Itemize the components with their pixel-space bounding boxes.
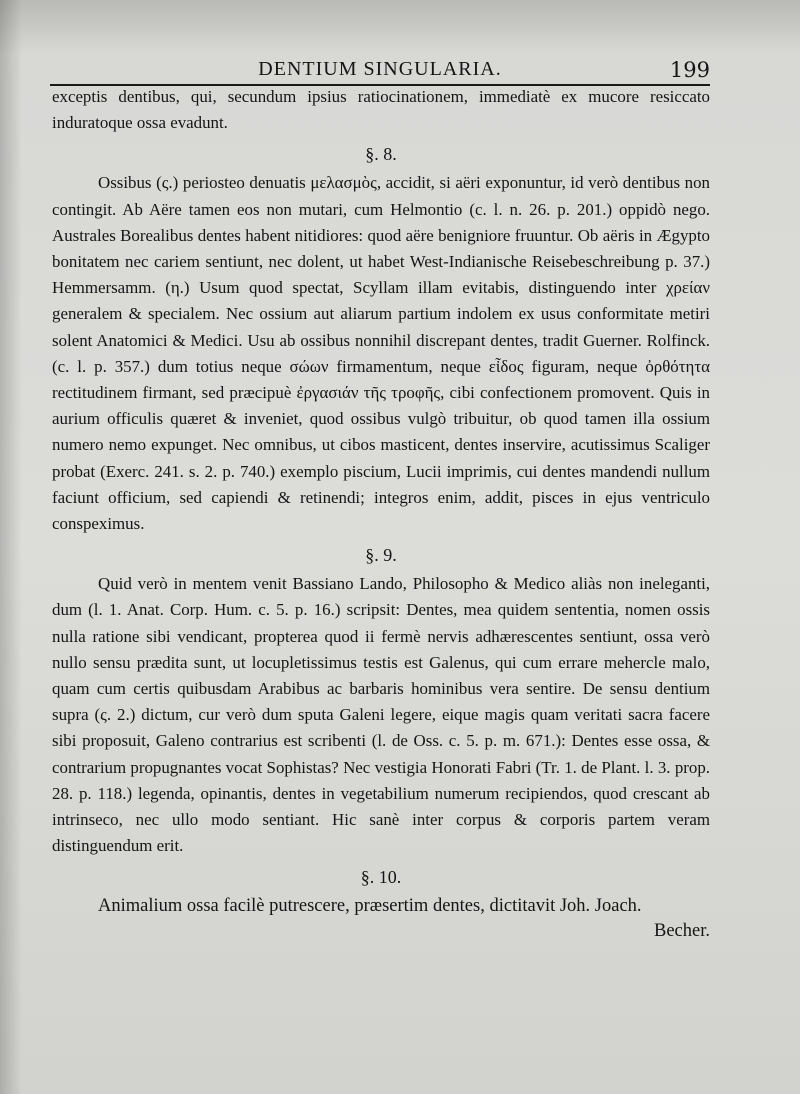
page-body	[52, 84, 710, 944]
section-heading-8: §. 8.	[365, 144, 397, 165]
section-heading-9: §. 9.	[365, 545, 397, 566]
page-number: 199	[669, 58, 710, 82]
section-heading-10: §. 10.	[360, 867, 402, 888]
paragraph-section-8: Ossibus (ς.) periosteo denuatis μελασμὸς, accidit, si aëri exponuntur, id verò dentibus non contingit. Ab Aëre tamen eos non mutari, cum Helmontio (c. l. n. 26. p. 201.) oppidò nego. Australes Borealibus dentes habent nitidiores: quod aëre benigniore fruuntur. Ob aëris in Ægypto bonitatem nec cariem sentiunt, nec dolent, ut habet West-Indianische Reisebeschreibung p. 37.) Hemmersamm. (η.) Usum quod spectat, Scyllam illam evitabis, distinguendo inter χρείαν generalem & specialem. Nec ossium aut aliarum partium indolem ex usus conformitate metiri solent Anatomici & Medici. Usu ab ossibus nonnihil discrepant dentes, tradit Guerner. Rolfinck. (c. l. p. 357.) dum totius neque σώων firmamentum, neque εἶδος figuram, neque ὀρθότητα rectitudinem firmant, sed præcipuè ἐργασιάν τῆς τροφῆς, cibi confectionem promovent. Quis in aurium officulis quæret & inveniet, quod ossibus vulgò tribuitur, ob quod tamen illa ossium numero nemo expunget. Nec omnibus, ut cibos masticent, dentes inservire, acutissimus Scaliger probat (Exerc. 241. s. 2. p. 740.) exemplo piscium, Lucii imprimis, cui dentes mandendi nullum faciunt officium, sed capiendi & retinendi; integros enim, addit, pisces in ejus ventriculo conspeximus.	[52, 173, 710, 534]
paragraph-section-10: Animalium ossa facilè putrescere, præsertim dentes, dictitavit Joh. Joach.	[98, 896, 642, 917]
running-title: DENTIUM SINGULARIA.	[258, 58, 502, 80]
page-header	[50, 56, 710, 86]
continued-paragraph: exceptis dentibus, qui, secundum ipsius ratiocinationem, immediatè ex mucore resiccato induratoque ossa evadunt.	[52, 87, 710, 133]
paragraph-section-9: Quid verò in mentem venit Bassiano Lando, Philosopho & Medico aliàs non ineleganti, dum (l. 1. Anat. Corp. Hum. c. 5. p. 16.) scripsit: Dentes, mea quidem sententia, nomen ossis nulla ratione sibi vendicant, propterea quod ii fermè nervis adhærescentes sentiunt, ossa verò nullo sensu prædita sunt, ut locupletissimus testis est Galenus, qui cum errare mehercle malo, quam cum certis quibusdam Arabibus ac barbaris hominibus vera sentire. De sensu dentium supra (ς. 2.) dictum, cur verò dum sputa Galeni legere, eique magis quam veritati sacra facere sibi proposuit, Galeno contrarius est scribenti (l. de Oss. c. 5. p. m. 671.): Dentes esse ossa, & contrarium propugnantes vocat Sophistas? Nec vestigia Honorati Fabri (Tr. 1. de Plant. l. 3. prop. 28. p. 118.) legenda, opinantis, dentes in vegetabilium numerum recipiendos, quod crescant ab intrinseco, nec ullo modo sentiant. Hic sanè inter corpus & corporis partem veram distinguendum erit.	[52, 574, 710, 856]
catchword: Becher.	[654, 920, 710, 941]
final-block	[52, 893, 710, 943]
